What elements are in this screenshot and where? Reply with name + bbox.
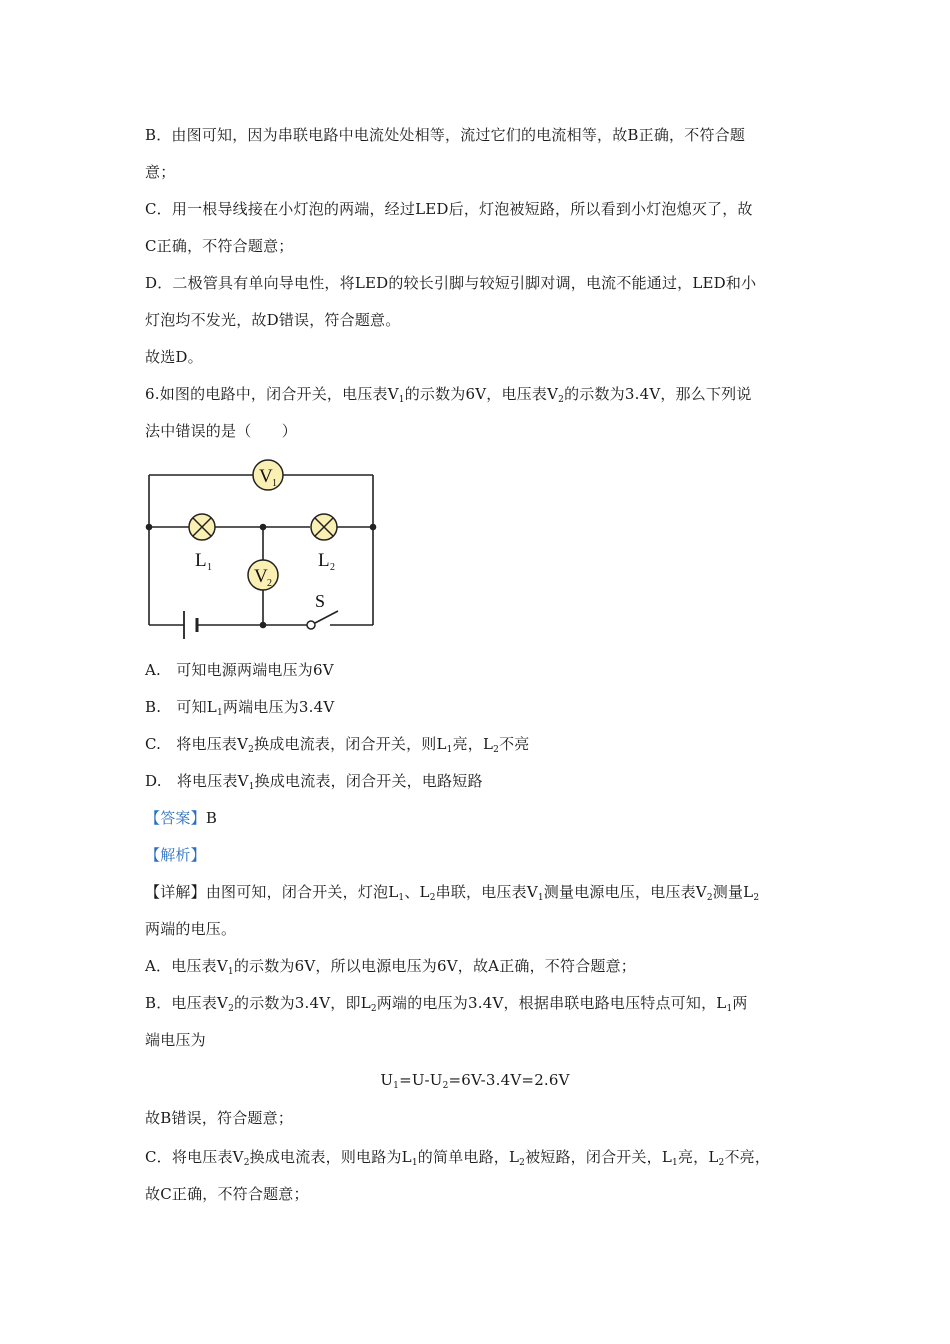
prev-b-line2: 意； (145, 163, 176, 181)
option-d: D. 将电压表$V_1$换成电流表，闭合开关，电路短路 (145, 772, 483, 792)
explain-a: A．电压表$V_1$的示数为6V，所以电源电压为6V，故A正确，不符合题意； (145, 957, 636, 977)
lamp-l1 (189, 514, 215, 540)
explain-b-line1: B．电压表$V_2$的示数为3.4V，即$L_2$两端的电压为3.4V，根据串联电路电压特点可知，$L_1$两 (145, 994, 748, 1014)
svg-text:1: 1 (207, 562, 212, 573)
circuit-diagram (140, 455, 390, 645)
voltmeter-v2 (248, 560, 278, 590)
question-number: 6. (145, 385, 160, 403)
prev-b-line1: B．由图可知，因为串联电路中电流处处相等，流过它们的电流相等，故B正确，不符合题 (145, 126, 746, 144)
voltmeter-v1 (253, 460, 283, 490)
explain-c-line2: 故C正确，不符合题意； (145, 1185, 309, 1203)
lamp-l1-label: L (195, 550, 207, 571)
detail-tag: 【详解】 (145, 883, 206, 901)
explain-b-line2: 端电压为 (145, 1031, 206, 1049)
detail-line2: 两端的电压。 (145, 920, 237, 938)
option-c: C. 将电压表$V_2$换成电流表，闭合开关，则$L_1$亮，$L_2$不亮 (145, 735, 530, 755)
svg-text:V: V (254, 566, 268, 587)
lamp-l2-label: L (318, 550, 330, 571)
detail-line1: 【详解】由图可知，闭合开关，灯泡$L_1$、$L_2$串联，电压表$V_1$测量电源电压，电压表$V_2$测量$L_2$ (145, 883, 760, 903)
explain-b-conclusion: 故B错误，符合题意； (145, 1109, 294, 1127)
answer-tag: 【答案】 (145, 809, 206, 827)
switch-pivot (307, 621, 315, 629)
prev-c-line1: C．用一根导线接在小灯泡的两端，经过LED后，灯泡被短路，所以看到小灯泡熄灭了，故 (145, 200, 753, 218)
prev-choose: 故选D。 (145, 348, 203, 366)
switch-label: S (315, 591, 326, 611)
switch-lever (315, 611, 338, 623)
junction-mid-bottom (260, 622, 267, 629)
explain-c-line1: C．将电压表$V_2$换成电流表，则电路为$L_1$的简单电路，$L_2$被短路，闭合开关，$L_1$亮，$L_2$不亮， (145, 1148, 771, 1168)
junction-left (146, 524, 153, 531)
prev-d-line1: D．二极管具有单向导电性，将LED的较长引脚与较短引脚对调，电流不能通过，LED和小 (145, 274, 757, 292)
option-b: B. 可知$L_1$两端电压为3.4V (145, 698, 335, 718)
svg-text:1: 1 (272, 478, 277, 489)
answer-value: B (205, 809, 218, 827)
question-6-line2: 法中错误的是（ ） (145, 422, 298, 440)
lamp-l2 (311, 514, 337, 540)
formula: $U_1=U-U_2=6V-3.4V=2.6V$ (380, 1071, 570, 1091)
junction-mid-top (260, 524, 267, 531)
prev-d-line2: 灯泡均不发光，故D错误，符合题意。 (145, 311, 401, 329)
option-a: A. 可知电源两端电压为6V (145, 661, 334, 679)
svg-text:V: V (259, 466, 273, 487)
junction-right (370, 524, 377, 531)
question-6-line1: 6.如图的电路中，闭合开关，电压表$V_1$的示数为6V，电压表$V_2$的示数为3.4V，那么下列说 (145, 385, 752, 405)
svg-text:2: 2 (330, 562, 335, 573)
answer-line (145, 808, 217, 828)
svg-text:2: 2 (267, 578, 272, 589)
analysis-tag: 【解析】 (145, 846, 206, 864)
prev-c-line2: C正确，不符合题意； (145, 237, 294, 255)
